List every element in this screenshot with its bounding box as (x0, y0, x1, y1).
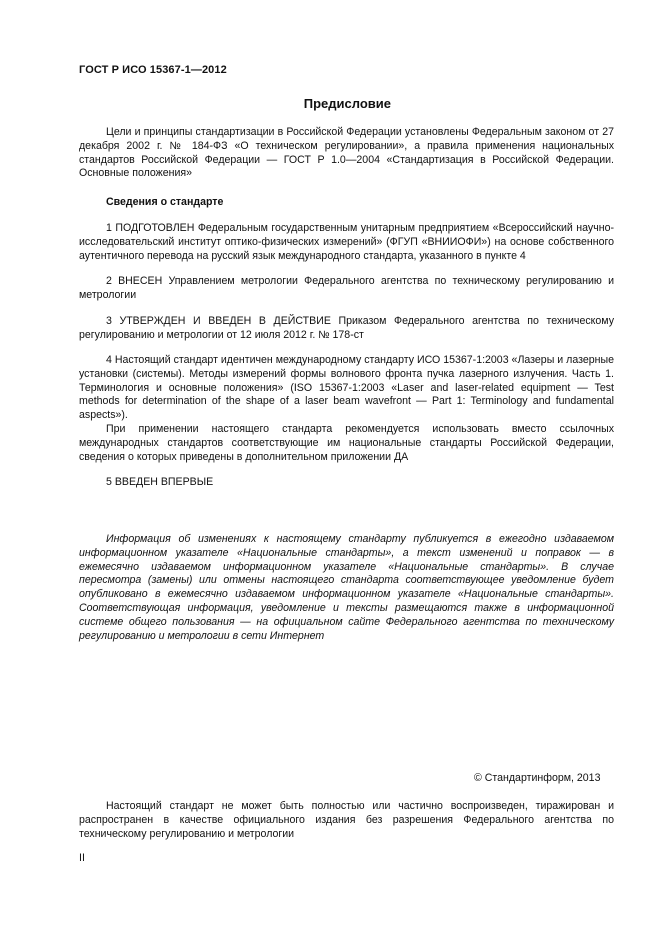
item-3: 3 УТВЕРЖДЕН И ВВЕДЕН В ДЕЙСТВИЕ Приказом Федерального агентства по техническому регулированию и метрологии от 12 июля 2012 г. № 178-ст (79, 315, 614, 341)
intro-paragraph: Цели и принципы стандартизации в Российской Федерации установлены Федеральным законом от 27 декабря 2002 г. № 184-ФЗ «О техническом регулировании», а правила применения национальных стандартов Российской Федерации — ГОСТ Р 1.0—2004 «Стандартизация в Российской Федерации. Основные положения» (79, 126, 614, 180)
item-4: 4 Настоящий стандарт идентичен международному стандарту ИСО 15367-1:2003 «Лазеры и лазерные установки (системы). Методы измерений формы волнового фронта пучка лазерного излучения. Часть 1. Терминология и основные положения» (ISO 15367-1:2003 «Laser and laser-related equipment — Test methods for determination of the shape of a laser beam wavefront — Part 1: Terminology and fundamental aspects»). (79, 354, 614, 422)
footer-paragraph: Настоящий стандарт не может быть полностью или частично воспроизведен, тиражирован и распространен в качестве официального издания без разрешения Федерального агентства по техническому регулированию и метрологии (79, 800, 614, 840)
item-4-note: При применении настоящего стандарта рекомендуется использовать вместо ссылочных международных стандартов соответствующие им национальные стандарты Российской Федерации, сведения о которых приведены в дополнительном приложении ДА (79, 423, 614, 463)
notice-paragraph: Информация об изменениях к настоящему стандарту публикуется в ежегодно издаваемом информационном указателе «Национальные стандарты», а текст изменений и поправок — в ежемесячно издаваемом информационном указателе «Национальные стандарты». В случае пересмотра (замены) или отмены настоящего стандарта соответствующее уведомление будет опубликовано в ежемесячно издаваемом информационном указателе «Национальные стандарты». Соответствующая информация, уведомление и тексты размещаются также в информационной системе общего пользования — на официальном сайте Федерального агентства по техническому регулированию и метрологии в сети Интернет (79, 533, 614, 642)
info-heading: Сведения о стандарте (106, 196, 224, 208)
page-number: II (79, 852, 85, 864)
document-code: ГОСТ Р ИСО 15367-1—2012 (79, 64, 227, 76)
copyright: © Стандартинформ, 2013 (474, 772, 601, 784)
item-5: 5 ВВЕДЕН ВПЕРВЫЕ (106, 476, 214, 488)
section-title: Предисловие (303, 96, 391, 111)
item-2: 2 ВНЕСЕН Управлением метрологии Федерального агентства по техническому регулированию и метрологии (79, 275, 614, 301)
item-1: 1 ПОДГОТОВЛЕН Федеральным государственным унитарным предприятием «Всероссийский научно-исследовательский институт оптико-физических измерений» (ФГУП «ВНИИОФИ») на основе собственного аутентичного перевода на русский язык международного стандарта, указанного в пункте 4 (79, 222, 614, 262)
